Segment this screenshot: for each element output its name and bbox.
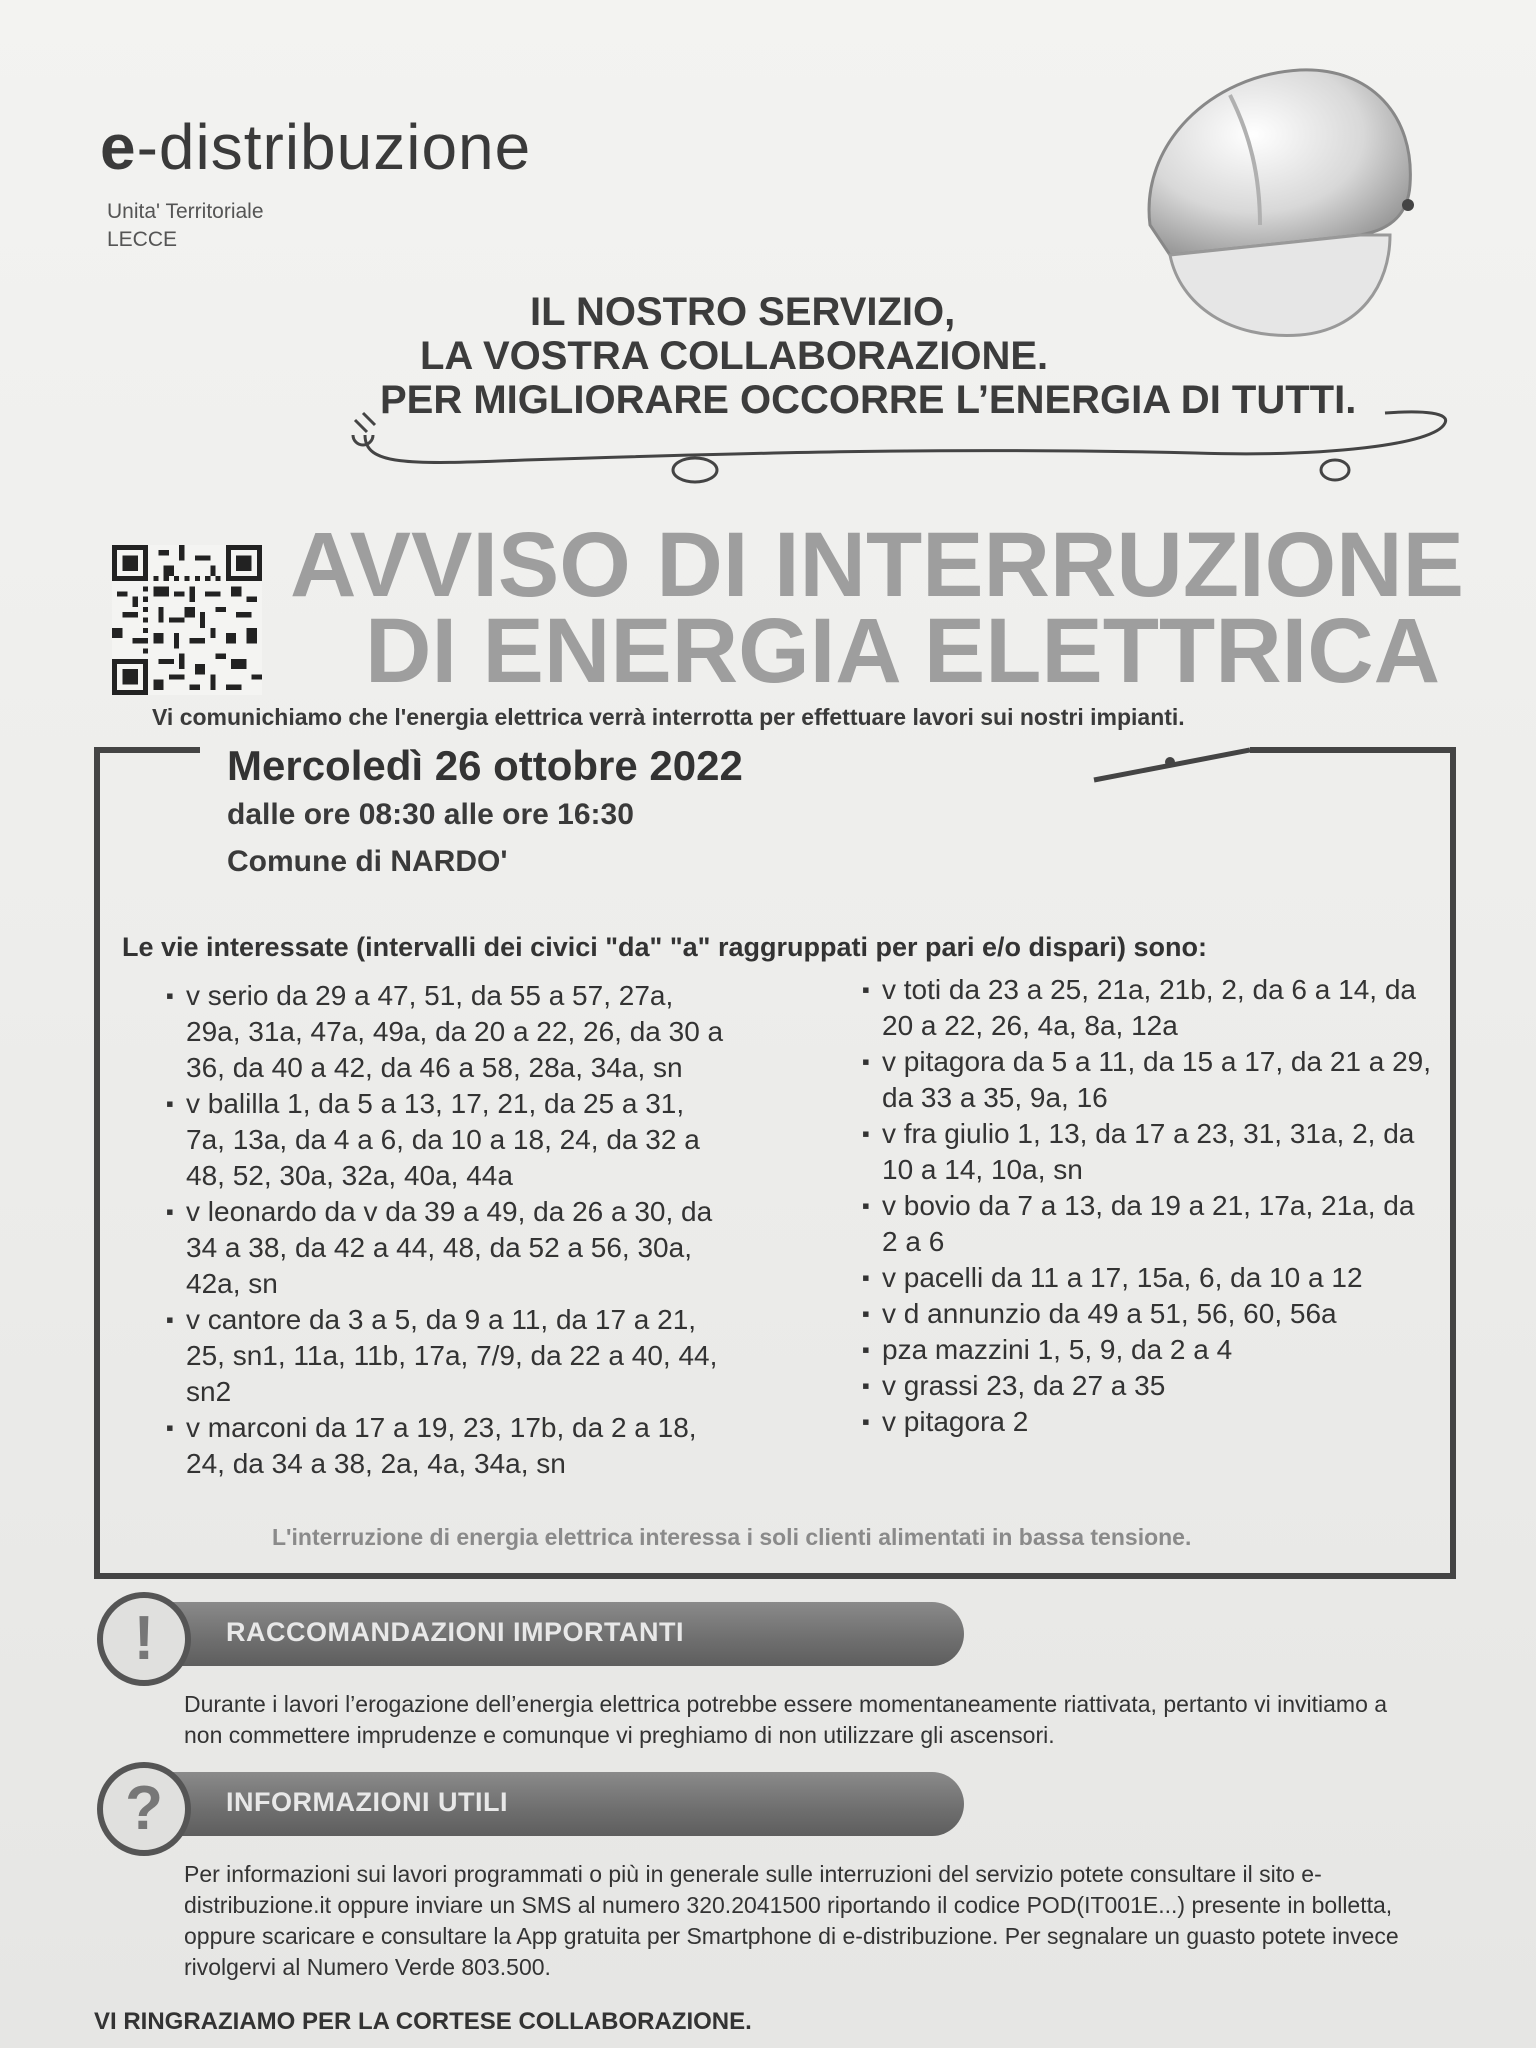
streets-heading: Le vie interessate (intervalli dei civici "da" "a" raggruppati per pari e/o dispari) sono:	[122, 932, 1208, 962]
slogan-line-3: PER MIGLIORARE OCCORRE L’ENERGIA DI TUTTI.	[380, 378, 1357, 422]
cable-hook-icon	[1090, 740, 1250, 790]
question-icon: ?	[97, 1762, 191, 1856]
list-item: ▪ v grassi 23, da 27 a 35	[862, 1368, 1432, 1404]
closing-thanks: VI RINGRAZIAMO PER LA CORTESE COLLABORAZIONE.	[94, 2008, 752, 2035]
list-item: ▪ v bovio da 7 a 13, da 19 a 21, 17a, 21a, da 2 a 6	[862, 1188, 1432, 1260]
list-item: ▪ v balilla 1, da 5 a 13, 17, 21, da 25 a 31, 7a, 13a, da 4 a 6, da 10 a 18, 24, da 32 a 48, 52, 30a, 32a, 40a, 44a	[166, 1086, 726, 1194]
info-title: INFORMAZIONI UTILI	[226, 1787, 508, 1817]
list-item: ▪ pza mazzini 1, 5, 9, da 2 a 4	[862, 1332, 1432, 1368]
recommendations-text: Durante i lavori l’erogazione dell’energia elettrica potrebbe essere momentaneamente riattivata, pertanto vi invitiamo a non commettere imprudenze e comunque vi preghiamo di non utilizzare gli ascensori.	[184, 1691, 1388, 1748]
comune: Comune di NARDO'	[227, 845, 508, 878]
interruption-hours: dalle ore 08:30 alle ore 16:30	[227, 798, 634, 831]
low-voltage-note: L'interruzione di energia elettrica interessa i soli clienti alimentati in bassa tensione.	[272, 1524, 1192, 1550]
slogan-line-2: LA VOSTRA COLLABORAZIONE.	[420, 334, 1049, 378]
recommendations-title: RACCOMANDAZIONI IMPORTANTI	[226, 1617, 684, 1647]
list-item: ▪ v serio da 29 a 47, 51, da 55 a 57, 27a, 29a, 31a, 47a, 49a, da 20 a 22, 26, da 30 a 36, da 40 a 42, da 46 a 58, 28a, 34a, sn	[166, 978, 726, 1086]
list-item: ▪ v pacelli da 11 a 17, 15a, 6, da 10 a 12	[862, 1260, 1432, 1296]
qr-code[interactable]	[112, 545, 262, 695]
interruption-date: Mercoledì 26 ottobre 2022	[227, 742, 743, 789]
title-line-1: AVVISO DI INTERRUZIONE	[290, 514, 1464, 616]
list-item: ▪ v toti da 23 a 25, 21a, 21b, 2, da 6 a 14, da 20 a 22, 26, 4a, 8a, 12a	[862, 972, 1432, 1044]
streets-list-right	[862, 972, 1432, 1440]
box-top-border-left	[94, 747, 200, 753]
exclamation-icon: !	[97, 1592, 191, 1686]
title-line-2: DI ENERGIA ELETTRICA	[365, 600, 1441, 702]
list-item: ▪ v marconi da 17 a 19, 23, 17b, da 2 a 18, 24, da 34 a 38, 2a, 4a, 34a, sn	[166, 1410, 726, 1482]
unit-line-1: Unita' Territoriale	[107, 200, 264, 223]
list-item: ▪ v leonardo da v da 39 a 49, da 26 a 30, da 34 a 38, da 42 a 44, 48, da 52 a 56, 30a, 42a, sn	[166, 1194, 726, 1302]
list-item: ▪ v pitagora 2	[862, 1404, 1432, 1440]
list-item: ▪ v cantore da 3 a 5, da 9 a 11, da 17 a 21, 25, sn1, 11a, 11b, 17a, 7/9, da 22 a 40, 44, sn2	[166, 1302, 726, 1410]
e-distribuzione-logo: e-distribuzione	[100, 111, 532, 183]
list-item: ▪ v pitagora da 5 a 11, da 15 a 17, da 21 a 29, da 33 a 35, 9a, 16	[862, 1044, 1432, 1116]
list-item: ▪ v d annunzio da 49 a 51, 56, 60, 56a	[862, 1296, 1432, 1332]
territorial-unit	[107, 198, 264, 254]
safety-helmet-icon	[1110, 55, 1430, 355]
slogan-line-1: IL NOSTRO SERVIZIO,	[530, 290, 956, 334]
cable-plug-icon	[345, 395, 1455, 495]
streets-list-left	[166, 978, 726, 1482]
box-top-border-right	[1250, 747, 1450, 753]
info-text: Per informazioni sui lavori programmati o più in generale sulle interruzioni del servizio potete consultare il sito e-distribuzione.it oppure inviare un SMS al numero 320.2041500 riportando il codice POD(IT001E...) presente in bolletta, oppure scaricare e consultare la App gratuita per Smartphone di e-distribuzione. Per segnalare un guasto potete invece rivolgervi al Numero Verde 803.500.	[184, 1861, 1399, 1980]
intro-text: Vi comunichiamo che l'energia elettrica verrà interrotta per effettuare lavori sui nostri impianti.	[152, 704, 1185, 730]
list-item: ▪ v fra giulio 1, 13, da 17 a 23, 31, 31a, 2, da 10 a 14, 10a, sn	[862, 1116, 1432, 1188]
unit-line-2: LECCE	[107, 228, 178, 251]
